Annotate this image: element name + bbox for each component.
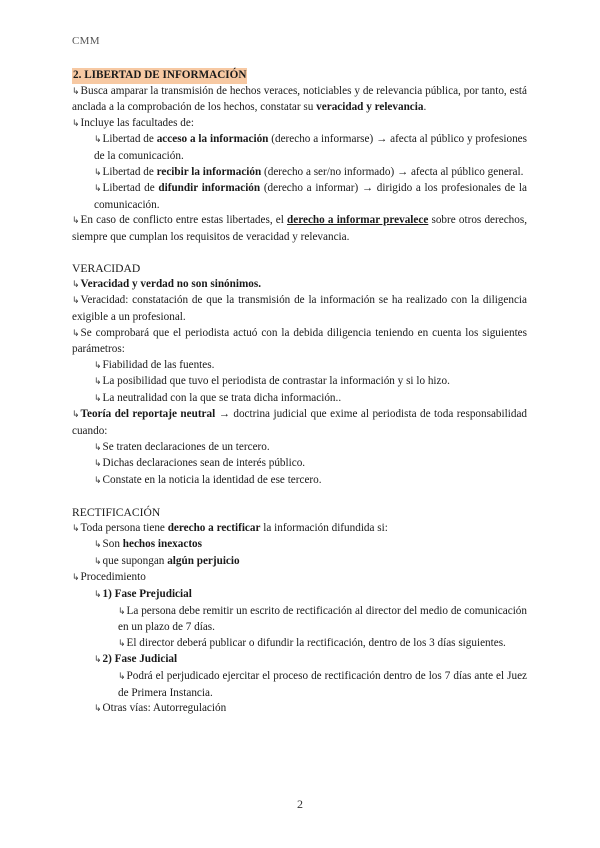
intro-bold-underlined: derecho a informar prevalece — [287, 214, 429, 227]
return-arrow-icon: ↳ — [94, 556, 102, 567]
section-title: 2. LIBERTAD DE INFORMACIÓN — [72, 68, 247, 84]
faculty-bold: recibir la información — [156, 165, 262, 178]
faculty-text: (derecho a informar) → dirigido a los profesionales de la comunicación. — [94, 182, 527, 211]
veracidad-item-2 — [72, 293, 527, 325]
fase-step-text: El director deberá publicar o difundir la rectificación, dentro de los 3 días siguientes. — [126, 636, 506, 649]
rectificacion-bold: derecho a rectificar — [167, 521, 261, 534]
intro-text: Incluye las facultades de: — [80, 116, 194, 129]
faculty-text: Libertad de — [102, 165, 157, 178]
return-arrow-icon: ↳ — [94, 377, 102, 388]
rectificacion-text: Son — [102, 538, 123, 551]
return-arrow-icon: ↳ — [72, 410, 80, 421]
fase-step — [118, 604, 527, 636]
return-arrow-icon: ↳ — [72, 296, 80, 307]
return-arrow-icon: ↳ — [94, 442, 102, 453]
fase-judicial — [94, 652, 527, 669]
return-arrow-icon: ↳ — [72, 523, 80, 534]
return-arrow-icon: ↳ — [94, 393, 102, 404]
fase-step-text: La persona debe remitir un escrito de rectificación al director del medio de comunicación en un plazo de 7 días. — [118, 604, 527, 634]
fase-step — [118, 669, 527, 701]
faculty-bold: difundir información — [158, 182, 261, 195]
page-header: CMM — [72, 35, 100, 47]
faculty-item-3 — [94, 181, 527, 213]
intro-paragraph-3 — [72, 213, 527, 245]
return-arrow-icon: ↳ — [118, 671, 126, 682]
parameter-text: La neutralidad con la que se trata dicha información.. — [102, 391, 342, 404]
return-arrow-icon: ↳ — [94, 360, 102, 371]
intro-text: . — [423, 101, 427, 114]
veracidad-item-3 — [72, 326, 527, 358]
condition-item — [94, 440, 527, 457]
faculty-text: Libertad de — [102, 182, 159, 195]
fase-step — [118, 636, 527, 653]
parameter-item — [94, 358, 527, 375]
veracidad-bold: Teoría del reportaje neutral — [80, 408, 216, 421]
page-number: 2 — [297, 797, 303, 811]
otras-vias — [94, 701, 527, 718]
intro-paragraph-1 — [72, 84, 527, 116]
return-arrow-icon: ↳ — [94, 475, 102, 486]
parameter-text: La posibilidad que tuvo el periodista de contrastar la información y si lo hizo. — [102, 375, 450, 388]
rectificacion-item-1 — [72, 521, 527, 538]
veracidad-text: Veracidad: constatación de que la transmisión de la información se ha realizado con la diligencia exigible a un profesional. — [72, 294, 527, 323]
condition-text: Constate en la noticia la identidad de ese tercero. — [102, 473, 322, 486]
rectificacion-subitem-2 — [94, 554, 527, 571]
rectificacion-heading: RECTIFICACIÓN — [72, 506, 161, 520]
rectificacion-bold: hechos inexactos — [122, 538, 203, 551]
otras-vias-text: Otras vías: Autorregulación — [102, 702, 227, 715]
condition-item — [94, 473, 527, 490]
condition-text: Se traten declaraciones de un tercero. — [102, 440, 270, 453]
faculty-text: (derecho a ser/no informado) → afecta al público general. — [261, 165, 524, 178]
return-arrow-icon: ↳ — [94, 184, 102, 195]
fase-title: 2) Fase Judicial — [102, 653, 178, 666]
return-arrow-icon: ↳ — [94, 590, 102, 600]
return-arrow-icon: ↳ — [94, 655, 102, 666]
return-arrow-icon: ↳ — [72, 86, 80, 97]
return-arrow-icon: ↳ — [118, 638, 126, 649]
parameter-text: Fiabilidad de las fuentes. — [102, 358, 215, 371]
faculty-text: (derecho a informarse) → afecta al público y profesiones de la comunicación. — [94, 133, 527, 162]
intro-text: En caso de conflicto entre estas libertades, el — [80, 214, 288, 227]
return-arrow-icon: ↳ — [94, 704, 102, 715]
rectificacion-bold: algún perjuicio — [167, 554, 240, 567]
return-arrow-icon: ↳ — [72, 328, 80, 339]
veracidad-heading: VERACIDAD — [72, 262, 141, 276]
parameter-item — [94, 374, 527, 391]
return-arrow-icon: ↳ — [72, 279, 80, 290]
faculty-bold: acceso a la información — [156, 133, 269, 146]
veracidad-item-1 — [72, 277, 527, 294]
return-arrow-icon: ↳ — [94, 167, 102, 178]
intro-paragraph-2 — [72, 116, 527, 133]
fase-prejudicial — [94, 587, 527, 604]
procedimiento-text: Procedimiento — [80, 571, 146, 584]
rectificacion-text: la información difundida si: — [260, 521, 388, 534]
parameter-item — [94, 391, 527, 408]
intro-text: Busca amparar la transmisión de hechos veraces, noticiables y de relevancia pública, por tanto, está anclada a la comprobación de los hechos, constatar su — [72, 84, 527, 114]
veracidad-text: → doctrina judicial que exime al periodista de toda responsabilidad cuando: — [72, 408, 528, 438]
faculty-text: Libertad de — [102, 133, 157, 146]
fase-title: 1) Fase Prejudicial — [102, 588, 192, 600]
return-arrow-icon: ↳ — [72, 216, 80, 227]
intro-bold: veracidad y relevancia — [316, 101, 424, 114]
return-arrow-icon: ↳ — [72, 573, 80, 584]
rectificacion-subitem-1 — [94, 537, 527, 554]
return-arrow-icon: ↳ — [118, 606, 126, 617]
fase-step-text: Podrá el perjudicado ejercitar el proceso de rectificación dentro de los 7 días ante el Juez de Primera Instancia. — [118, 669, 527, 699]
return-arrow-icon: ↳ — [94, 459, 102, 470]
faculty-item-2 — [94, 165, 527, 182]
veracidad-item-4 — [72, 407, 527, 439]
document-body — [72, 68, 527, 718]
faculty-item-1 — [94, 132, 527, 164]
return-arrow-icon: ↳ — [72, 118, 80, 129]
rectificacion-text: que supongan — [102, 554, 168, 567]
rectificacion-text: Toda persona tiene — [80, 521, 168, 534]
veracidad-bold: Veracidad y verdad no son sinónimos. — [80, 277, 262, 290]
return-arrow-icon: ↳ — [94, 135, 102, 146]
condition-item — [94, 456, 527, 473]
return-arrow-icon: ↳ — [94, 540, 102, 551]
veracidad-text: Se comprobará que el periodista actuó con la debida diligencia teniendo en cuenta los siguientes parámetros: — [72, 326, 527, 356]
condition-text: Dichas declaraciones sean de interés público. — [102, 457, 306, 470]
section-title-row — [72, 68, 527, 84]
procedimiento-item — [72, 570, 527, 587]
intro-text: sobre otros derechos, siempre que cumplan los requisitos de veracidad y relevancia. — [72, 214, 527, 243]
